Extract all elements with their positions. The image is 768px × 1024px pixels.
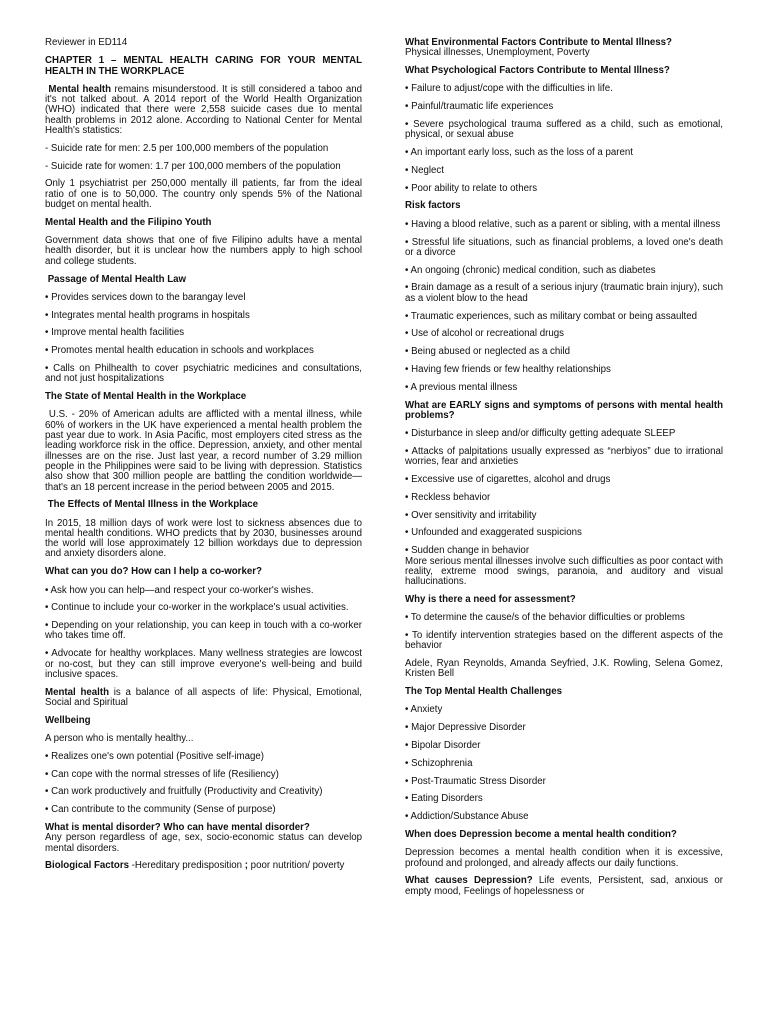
balance-paragraph — [45, 688, 362, 709]
filipino-youth-text: Government data shows that one of five Filipino adults have a mental health disorder, but it is unclear how the numbers apply to high school and college students. — [45, 235, 362, 267]
risk-item: • Being abused or neglected as a child — [405, 346, 570, 358]
risk-item: • Brain damage as a result of a serious injury (traumatic brain injury), such as a violent blow to the head — [405, 282, 723, 304]
law-heading — [45, 275, 362, 285]
depression-text: Depression becomes a mental health condition when it is excessive, profound and prolonged, and already affects our daily functions. — [405, 847, 723, 869]
risk-item: • Stressful life situations, such as financial problems, a loved one's death or a divorce — [405, 236, 723, 258]
wellbeing-item: • Can cope with the normal stresses of life (Resiliency) — [45, 768, 279, 780]
chapter-title: CHAPTER 1 – MENTAL HEALTH CARING FOR YOUR MENTAL HEALTH IN THE WORKPLACE — [45, 55, 362, 77]
early-sign-item: • Attacks of palpitations usually expressed as “nerbiyos” due to irrational worries, fear and anxieties — [405, 445, 723, 468]
law-item: • Promotes mental health education in schools and workplaces — [45, 345, 314, 357]
early-sign-item: • Over sensitivity and irritability — [405, 509, 537, 521]
risk-item: • Having few friends or few healthy relationships — [405, 363, 611, 375]
help-item: • Continue to include your co-worker in the workplace's usual activities. — [45, 602, 349, 614]
challenge-item: • Anxiety — [405, 704, 443, 716]
challenge-item: • Major Depressive Disorder — [405, 722, 526, 734]
wellbeing-item: • Realizes one's own potential (Positive self-image) — [45, 750, 265, 762]
psych-item: • Poor ability to relate to others — [405, 182, 538, 194]
risk-item: • Having a blood relative, such as a parent or sibling, with a mental illness — [405, 218, 721, 230]
depression-heading: When does Depression become a mental health condition? — [405, 829, 677, 841]
env-text: Physical illnesses, Unemployment, Poverty — [405, 47, 590, 59]
effects-text: In 2015, 18 million days of work were lost to sickness absences due to mental health conditions. WHO predicts that by 2030, businesses around the world will lose approximately 12 billion workdays due to depression and anxiety disorders alone. — [45, 517, 362, 560]
state-text — [45, 410, 362, 492]
law-heading-text: Passage of Mental Health Law — [47, 273, 187, 285]
assessment-item: • To determine the cause/s of the behavior difficulties or problems — [405, 612, 685, 624]
psych-item: • Failure to adjust/cope with the difficulties in life. — [405, 83, 613, 95]
causes-bold: What causes Depression? — [405, 875, 533, 887]
filipino-youth-heading: Mental Health and the Filipino Youth — [45, 216, 212, 228]
state-heading: The State of Mental Health in the Workplace — [45, 391, 247, 403]
effects-heading — [45, 500, 362, 510]
psych-item: • Severe psychological trauma suffered as a child, such as emotional, physical, or sexual abuse — [405, 118, 723, 141]
causes-rest: Life events, Persistent, sad, anxious or empty mood, Feelings of hopelessness or — [405, 875, 723, 897]
risk-heading: Risk factors — [405, 200, 461, 212]
challenge-item: • Addiction/Substance Abuse — [405, 811, 529, 823]
help-item: • Ask how you can help—and respect your co-worker's wishes. — [45, 584, 314, 596]
balance-rest: is a balance of all aspects of life: Physical, Emotional, Social and Spiritual — [45, 686, 362, 708]
disorder-question: What is mental disorder? Who can have mental disorder? — [45, 822, 310, 834]
disorder-answer: Any person regardless of age, sex, socio-economic status can develop mental disorders. — [45, 832, 362, 854]
left-column — [45, 38, 362, 879]
right-column — [405, 38, 723, 905]
law-item: • Calls on Philhealth to cover psychiatric medicines and consultations, and not just hospitalizations — [45, 363, 362, 385]
early-sign-item: • Disturbance in sleep and/or difficulty getting adequate SLEEP — [405, 428, 676, 440]
risk-item: • Use of alcohol or recreational drugs — [405, 328, 565, 340]
wellbeing-item: • Can contribute to the community (Sense of purpose) — [45, 804, 276, 816]
psychiatrist-paragraph: Only 1 psychiatrist per 250,000 mentally ill patients, far from the ideal ratio of one is to 50,000. The country only spends 5% of the National budget on mental health. — [45, 178, 362, 211]
bio-semicolon: ; — [244, 860, 248, 872]
stat-men: - Suicide rate for men: 2.5 per 100,000 members of the population — [45, 142, 329, 154]
serious-illness-text: More serious mental illnesses involve such difficulties as poor contact with reality, extreme mood swings, paranoia, and auditory and visual hallucinations. — [405, 555, 723, 588]
early-sign-item: • Excessive use of cigarettes, alcohol and drugs — [405, 474, 611, 486]
biological-factors — [45, 861, 362, 871]
bio-bold: Biological Factors — [45, 860, 129, 872]
psych-item: • Painful/traumatic life experiences — [405, 101, 554, 113]
risk-item: • Traumatic experiences, such as military combat or being assaulted — [405, 310, 697, 322]
stat-women: - Suicide rate for women: 1.7 per 100,000 members of the population — [45, 160, 341, 172]
law-item: • Provides services down to the barangay level — [45, 291, 246, 303]
challenge-item: • Post-Traumatic Stress Disorder — [405, 775, 546, 787]
assessment-heading: Why is there a need for assessment? — [405, 593, 576, 605]
celebrities-text: Adele, Ryan Reynolds, Amanda Seyfried, J.K. Rowling, Selena Gomez, Kristen Bell — [405, 658, 723, 680]
top-challenges-heading: The Top Mental Health Challenges — [405, 686, 562, 698]
law-item: • Improve mental health facilities — [45, 327, 185, 339]
env-heading: What Environmental Factors Contribute to Mental Illness? — [405, 37, 672, 48]
intro-paragraph — [45, 85, 362, 136]
wellbeing-heading: Wellbeing — [45, 714, 91, 726]
help-item: • Advocate for healthy workplaces. Many wellness strategies are lowcost or no-cost, but they can still improve everyone's well-being and build inclusive spaces. — [45, 648, 362, 680]
challenge-item: • Bipolar Disorder — [405, 740, 481, 752]
risk-item: • A previous mental illness — [405, 381, 518, 393]
risk-item: • An ongoing (chronic) medical condition, such as diabetes — [405, 264, 656, 276]
early-signs-heading: What are EARLY signs and symptoms of persons with mental health problems? — [405, 399, 723, 421]
assessment-item: • To identify intervention strategies based on the different aspects of the behavior — [405, 629, 723, 652]
psych-item: • An important early loss, such as the loss of a parent — [405, 147, 633, 159]
intro-rest: remains misunderstood. It is still considered a taboo and it's not talked about. A 2014 report of the World Health Organization (WHO) indicated that there were 2,558 suicide cases due to mental health problems in 2012 alone. According to National Center for Mental Health's statistics: — [45, 83, 362, 137]
bio-rest-1: -Hereditary predisposition — [128, 860, 245, 872]
early-sign-item: • Unfounded and exaggerated suspicions — [405, 527, 582, 539]
intro-bold: Mental health — [48, 83, 112, 95]
early-sign-item: • Reckless behavior — [405, 491, 491, 503]
wellbeing-intro: A person who is mentally healthy... — [45, 733, 194, 745]
reviewer-label: Reviewer in ED114 — [45, 37, 128, 48]
balance-bold: Mental health — [45, 686, 109, 698]
help-item: • Depending on your relationship, you can keep in touch with a co-worker who takes time off. — [45, 620, 362, 642]
psych-item: • Neglect — [405, 164, 444, 176]
challenge-item: • Schizophrenia — [405, 757, 473, 769]
law-item: • Integrates mental health programs in hospitals — [45, 309, 250, 321]
effects-heading-text: The Effects of Mental Illness in the Workplace — [47, 499, 259, 511]
bio-rest-2: poor nutrition/ poverty — [247, 860, 345, 872]
help-heading: What can you do? How can I help a co-worker? — [45, 566, 262, 578]
challenge-item: • Eating Disorders — [405, 793, 483, 805]
wellbeing-item: • Can work productively and fruitfully (Productivity and Creativity) — [45, 786, 323, 798]
state-text-body: U.S. - 20% of American adults are afflicted with a mental illness, while 60% of workers in the UK have experienced a mental health problem the past year due to work. In Asia Pacific, most employers cited stress as the leading workforce risk in the office. Depression, anxiety, and other mental illnesses are on the rise. Just last year, a record number of 3.29 million people in the Philippines were said to be living with depression. Statistics also show that 300 million people are battling the condition worldwide—that's an 18 percent increase in the period between 2005 and 2015. — [45, 409, 362, 493]
early-sign-item: • Sudden change in behavior — [405, 545, 530, 557]
depression-causes — [405, 876, 723, 897]
psych-heading: What Psychological Factors Contribute to Mental Illness? — [405, 65, 670, 77]
